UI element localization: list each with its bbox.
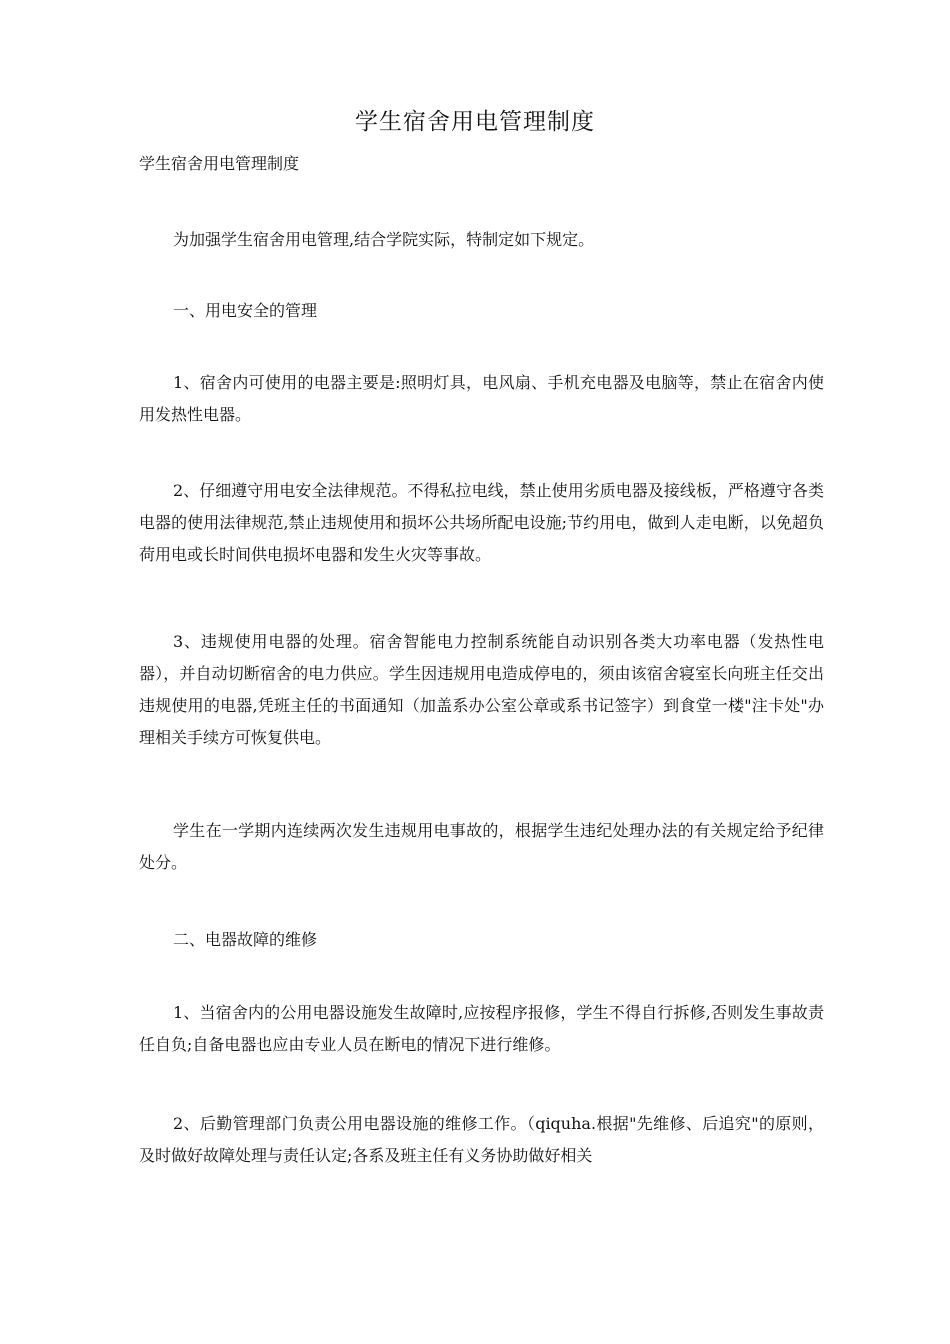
section2-heading: 二、电器故障的维修 [173,930,318,949]
section1-item-1: 1、宿舍内可使用的电器主要是:照明灯具，电风扇、手机充电器及电脑等，禁止在宿舍内使用发热性电器。 [139,373,824,424]
section2-item-2: 2、后勤管理部门负责公用电器设施的维修工作。（qiquha.根据"先维修、后追究"的原则，及时做好故障处理与责任认定;各系及班主任有义务协助做好相关 [139,1114,824,1165]
section1-item-4: 学生在一学期内连续两次发生违规用电事故的，根据学生违纪处理办法的有关规定给予纪律处分。 [139,821,824,872]
section1-heading: 一、用电安全的管理 [173,301,318,320]
section1-item-2: 2、仔细遵守用电安全法律规范。不得私拉电线，禁止使用劣质电器及接线板，严格遵守各类电器的使用法律规范,禁止违规使用和损坏公共场所配电设施;节约用电，做到人走电断，以免超负荷用电或长时间供电损坏电器和发生火灾等事故。 [139,481,824,564]
section1-item-3: 3、违规使用电器的处理。宿舍智能电力控制系统能自动识别各类大功率电器（发热性电器），并自动切断宿舍的电力供应。学生因违规用电造成停电的，须由该宿舍寝室长向班主任交出违规使用的电器,凭班主任的书面通知（加盖系办公室公章或系书记签字）到食堂一楼"注卡处"办理相关手续方可恢复供电。 [139,632,824,747]
intro-paragraph: 为加强学生宿舍用电管理,结合学院实际，特制定如下规定。 [173,230,595,249]
section2-item-1: 1、当宿舍内的公用电器设施发生故障时,应按程序报修，学生不得自行拆修,否则发生事故责任自负;自备电器也应由专业人员在断电的情况下进行维修。 [139,1003,824,1054]
document-title: 学生宿舍用电管理制度 [355,109,595,135]
document-subtitle: 学生宿舍用电管理制度 [139,154,300,173]
